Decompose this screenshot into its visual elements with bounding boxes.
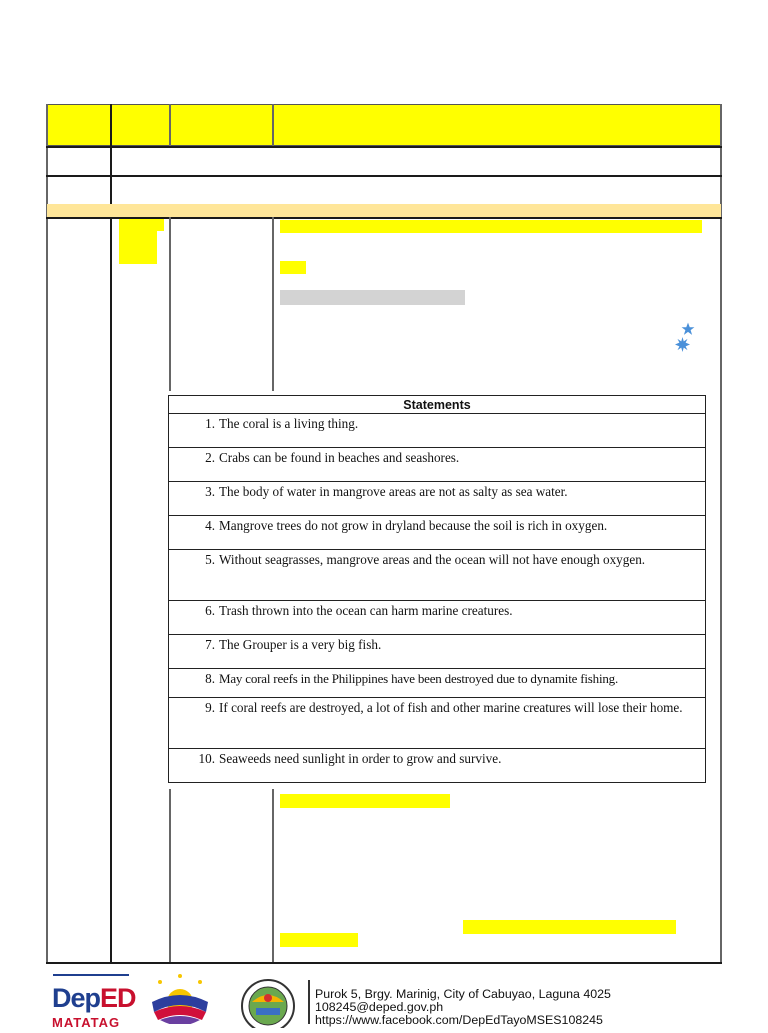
statements-header: Statements: [169, 396, 706, 414]
redacted-highlight: [119, 231, 157, 264]
statement-text: Mangrove trees do not grow in dryland because the soil is rich in oxygen.: [219, 518, 608, 533]
facebook-link[interactable]: https://www.facebook.com/DepEdTayoMSES108245: [315, 1013, 603, 1027]
school-address: [315, 988, 611, 1027]
statement-text: The Grouper is a very big fish.: [219, 637, 382, 652]
table-left-border: [46, 104, 48, 964]
row-number: 6.: [205, 603, 215, 618]
statement-text: The coral is a living thing.: [219, 416, 359, 431]
logo-rule: [53, 974, 129, 976]
column-divider: [272, 217, 274, 391]
column-divider: [110, 217, 112, 964]
column-divider: [169, 217, 171, 391]
table-row: [169, 550, 706, 601]
email-link[interactable]: 108245@deped.gov.ph: [315, 1000, 444, 1014]
redacted-gray-block: [280, 290, 465, 305]
header-divider: [272, 104, 274, 146]
table-row: [169, 448, 706, 482]
row-number: 7.: [205, 637, 215, 652]
row-number: 9.: [205, 700, 215, 715]
row-number: 8.: [205, 671, 215, 686]
redacted-highlight: [463, 920, 676, 934]
header-divider: [110, 104, 112, 146]
redacted-highlight: [280, 933, 358, 947]
table-row: [169, 414, 706, 448]
logo-text-ed: ED: [100, 983, 136, 1013]
header-divider: [169, 104, 171, 146]
table-row: [169, 669, 706, 698]
school-seal-icon: [240, 978, 296, 1033]
statement-text: Without seagrasses, mangrove areas and the ocean will not have enough oxygen.: [219, 552, 646, 567]
redacted-highlight: [280, 794, 450, 808]
row-number: 3.: [205, 484, 215, 499]
row-number: 5.: [205, 552, 215, 567]
logo-text-dep: Dep: [52, 983, 101, 1013]
table-bottom-border: [46, 962, 722, 964]
redacted-highlight: [119, 219, 164, 231]
table-header-row: [47, 104, 721, 146]
statements-table: [168, 395, 706, 783]
burst-star-icon: [675, 337, 690, 357]
row-number: 2.: [205, 450, 215, 465]
deped-logo: [52, 983, 136, 1014]
bagong-pilipinas-logo-icon: [148, 972, 212, 1029]
column-divider: [272, 789, 274, 964]
statement-text: Seaweeds need sunlight in order to grow and survive.: [219, 751, 502, 766]
row-divider: [46, 146, 722, 148]
statement-text: If coral reefs are destroyed, a lot of fish and other marine creatures will lose their home.: [219, 700, 683, 715]
table-row: [169, 749, 706, 783]
table-row: [169, 635, 706, 669]
row-number: 4.: [205, 518, 215, 533]
statement-text: Trash thrown into the ocean can harm marine creatures.: [219, 603, 513, 618]
row-divider: [46, 175, 722, 177]
footer-divider: [308, 980, 310, 1024]
redacted-highlight: [280, 220, 702, 233]
statement-text: Crabs can be found in beaches and seashores.: [219, 450, 460, 465]
redacted-highlight: [280, 261, 306, 274]
statement-text: May coral reefs in the Philippines have been destroyed due to dynamite fishing.: [219, 671, 619, 686]
address-line: Purok 5, Brgy. Marinig, City of Cabuyao, Laguna 4025: [315, 987, 611, 1001]
statement-text: The body of water in mangrove areas are not as salty as sea water.: [219, 484, 568, 499]
table-row: [169, 601, 706, 635]
matatag-logo-text: MATATAG: [52, 1015, 121, 1030]
table-row: [169, 516, 706, 550]
row-number: 10.: [198, 751, 215, 766]
table-row: [169, 698, 706, 749]
row-number: 1.: [205, 416, 215, 431]
table-right-border: [720, 104, 722, 964]
section-band: [47, 204, 721, 217]
column-divider: [169, 789, 171, 964]
row-label-divider: [110, 146, 112, 206]
table-row: [169, 482, 706, 516]
